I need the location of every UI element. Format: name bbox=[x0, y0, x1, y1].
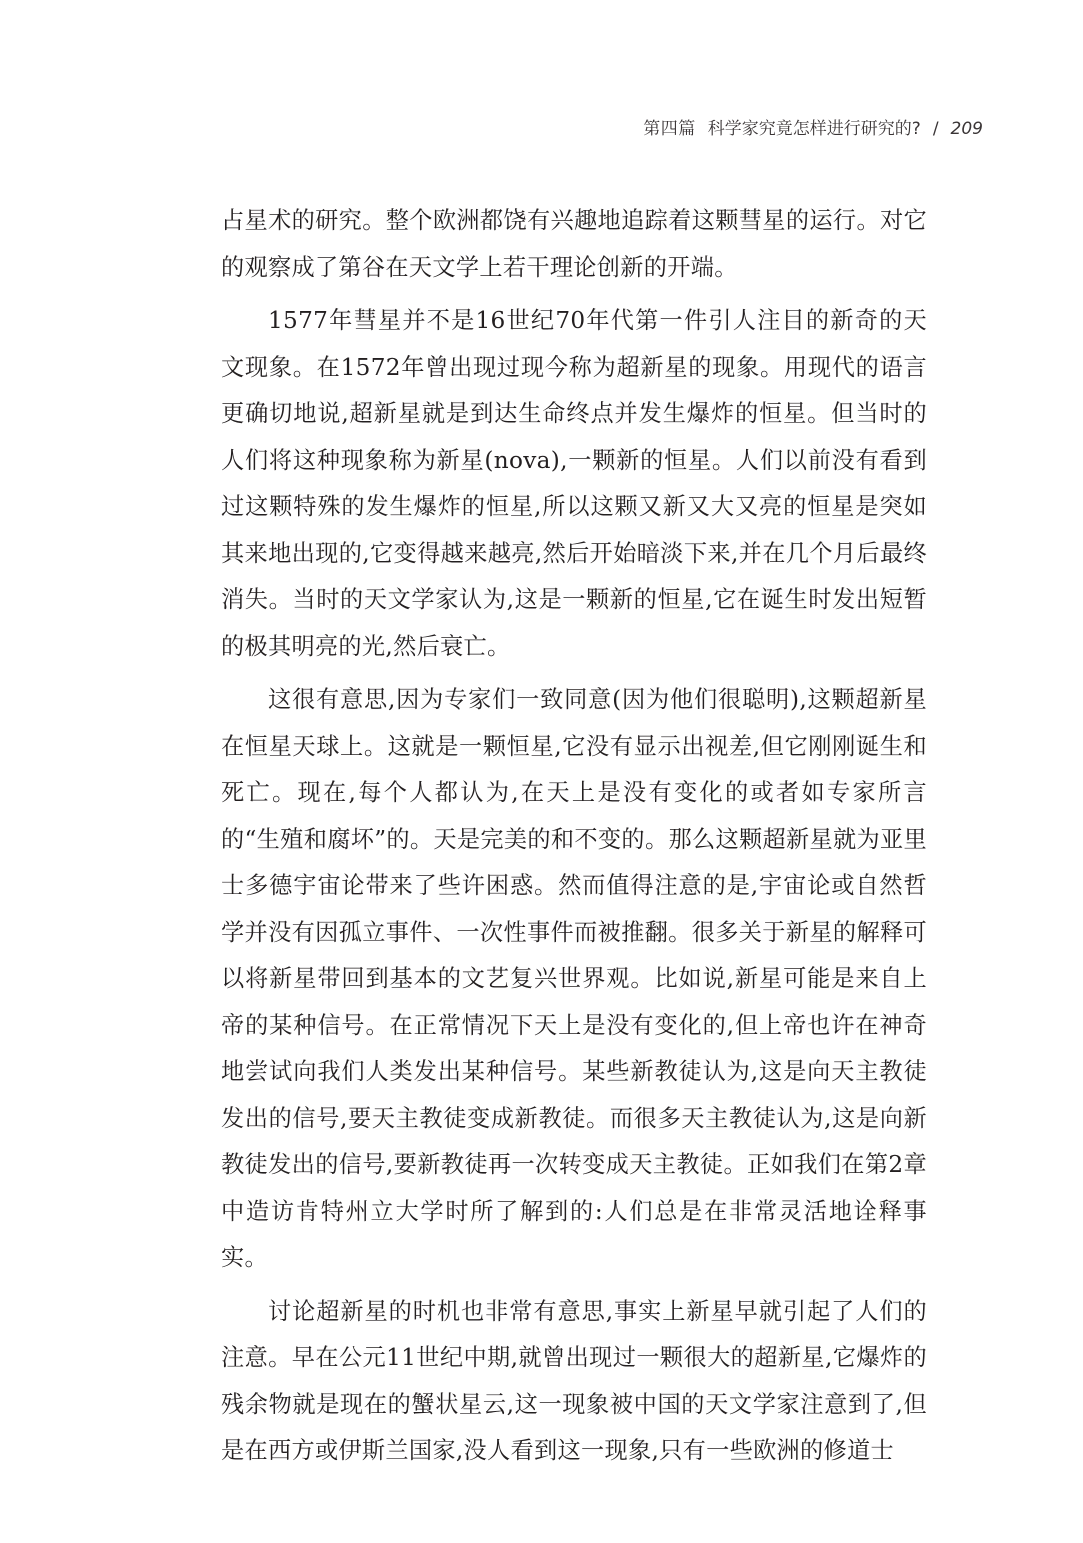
chapter-title: 科学家究竟怎样进行研究的? bbox=[707, 119, 921, 139]
paragraph-timing: 讨论超新星的时机也非常有意思,事实上新星早就引起了人们的注意。早在公元11世纪中期,就曾出现过一颗很大的超新星,它爆炸的残余物就是现在的蟹状星云,这一现象被中国的天文学家注意到了,但是在西方或伊斯兰国家,没人看到这一现象,只有一些欧洲的修道士 bbox=[221, 1297, 927, 1464]
page-number: 209 bbox=[950, 119, 983, 139]
chapter-label: 第四篇 bbox=[643, 119, 696, 139]
body-text bbox=[221, 198, 927, 1482]
paragraph-continuation: 占星术的研究。整个欧洲都饶有兴趣地追踪着这颗彗星的运行。对它的观察成了第谷在天文学上若干理论创新的开端。 bbox=[221, 207, 927, 281]
running-header bbox=[643, 116, 983, 142]
paragraph-interpretation: 这很有意思,因为专家们一致同意(因为他们很聪明),这颗超新星在恒星天球上。这就是一颗恒星,它没有显示出视差,但它刚刚诞生和死亡。现在,每个人都认为,在天上是没有变化的或者如专家所言的“生殖和腐坏”的。天是完美的和不变的。那么这颗超新星就为亚里士多德宇宙论带来了些许困惑。然而值得注意的是,宇宙论或自然哲学并没有因孤立事件、一次性事件而被推翻。很多关于新星的解释可以将新星带回到基本的文艺复兴世界观。比如说,新星可能是来自上帝的某种信号。在正常情况下天上是没有变化的,但上帝也许在神奇地尝试向我们人类发出某种信号。某些新教徒认为,这是向天主教徒发出的信号,要天主教徒变成新教徒。而很多天主教徒认为,这是向新教徒发出的信号,要新教徒再一次转变成天主教徒。正如我们在第2章中造访肯特州立大学时所了解到的:人们总是在非常灵活地诠释事实。 bbox=[221, 686, 927, 1271]
header-separator: / bbox=[932, 119, 939, 139]
paragraph-supernova-1572: 1577年彗星并不是16世纪70年代第一件引人注目的新奇的天文现象。在1572年曾出现过现今称为超新星的现象。用现代的语言更确切地说,超新星就是到达生命终点并发生爆炸的恒星。但当时的人们将这种现象称为新星(nova),一颗新的恒星。人们以前没有看到过这颗特殊的发生爆炸的恒星,所以这颗又新又大又亮的恒星是突如其来地出现的,它变得越来越亮,然后开始暗淡下来,并在几个月后最终消失。当时的天文学家认为,这是一颗新的恒星,它在诞生时发出短暂的极其明亮的光,然后衰亡。 bbox=[221, 307, 927, 660]
